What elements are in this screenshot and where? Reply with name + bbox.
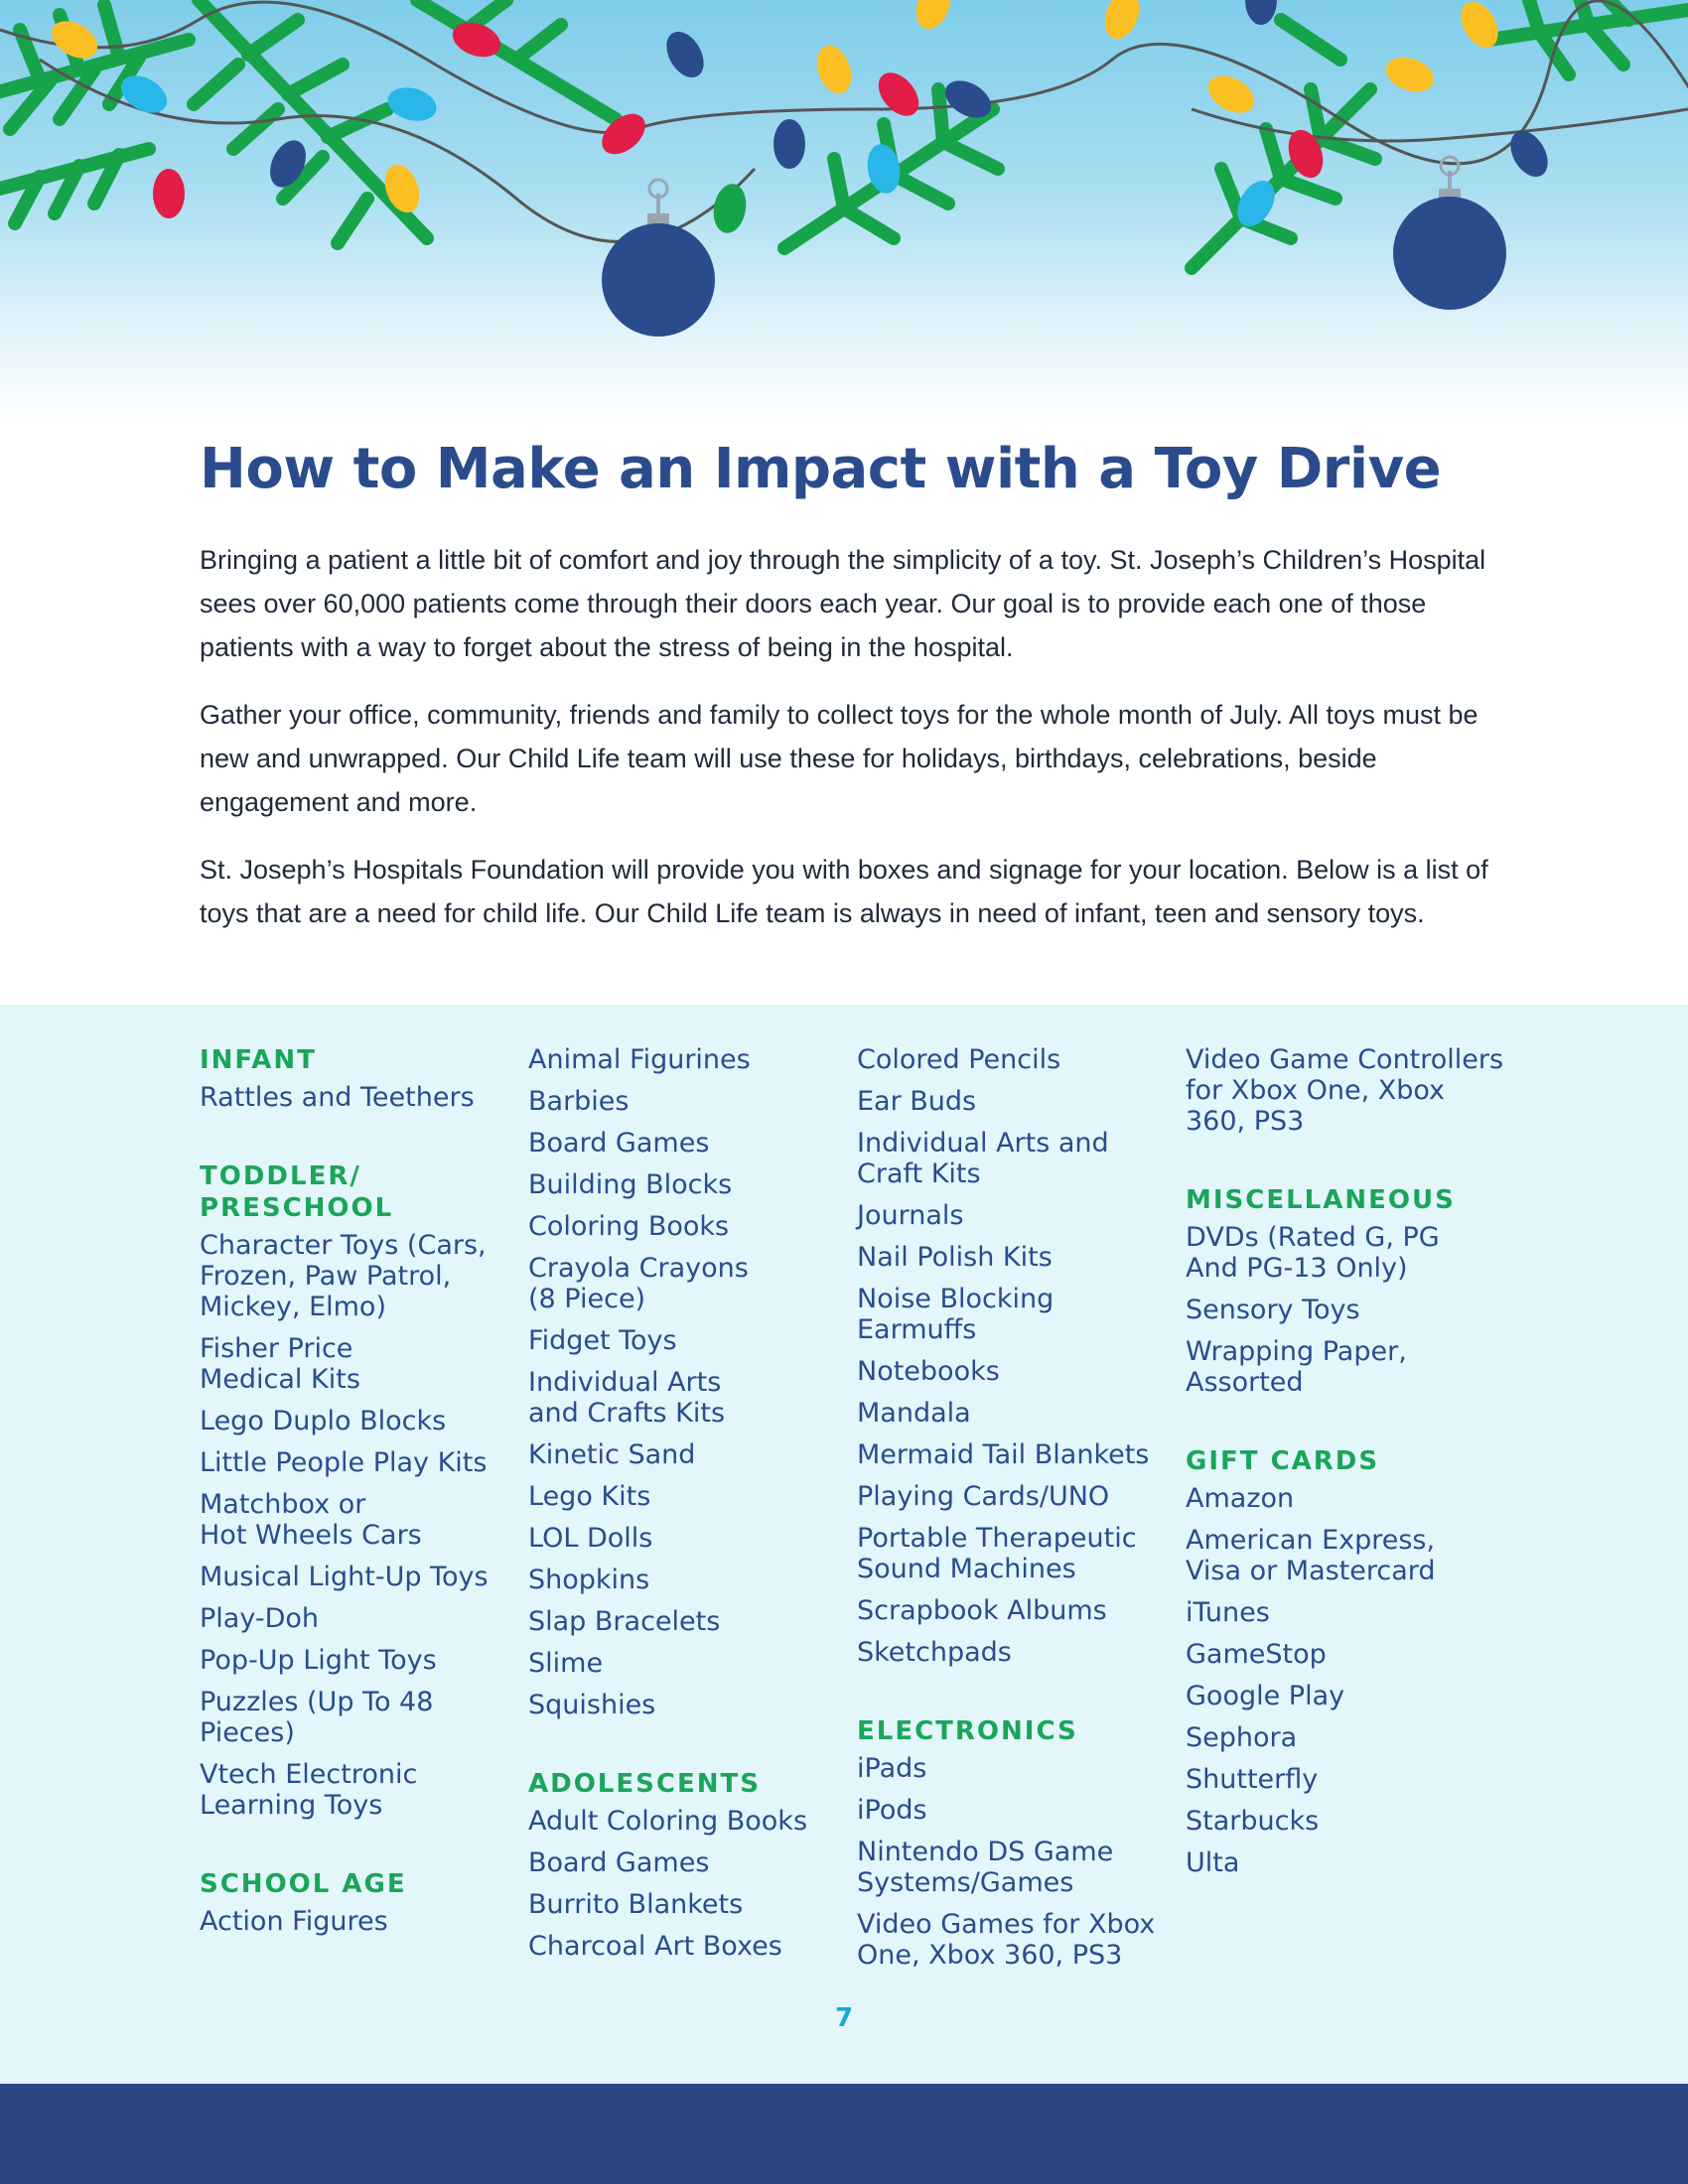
toy-list-item: Nintendo DS Game Systems/Games: [857, 1837, 1114, 1898]
toy-list-item: Amazon: [1186, 1483, 1295, 1514]
intro-paragraph: St. Joseph’s Hospitals Foundation will provide you with boxes and signage for your location. Below is a list of toys that are a need for child life. Our Child Life team is always in need of infant, teen and sensory toys.: [200, 855, 1488, 928]
toy-list-item: Noise Blocking Earmuffs: [857, 1284, 1055, 1345]
toy-list-item: Video Game Controllers for Xbox One, Xbox 360, PS3: [1186, 1044, 1504, 1137]
toy-list-item: Play-Doh: [200, 1603, 319, 1634]
ornaments: [602, 157, 1506, 337]
toy-list-item: Crayola Crayons (8 Piece): [528, 1253, 749, 1314]
toy-list-column: [1186, 1044, 1523, 1889]
toy-list-item: Journals: [857, 1200, 964, 1231]
category-heading: GIFT CARDS: [1186, 1446, 1380, 1476]
toy-list-item: Shutterfly: [1186, 1764, 1319, 1795]
toy-list-item: Fidget Toys: [528, 1325, 677, 1356]
toy-list-item: LOL Dolls: [528, 1523, 653, 1554]
toy-list-item: Mandala: [857, 1398, 971, 1429]
toy-list-item: Coloring Books: [528, 1211, 730, 1242]
toy-list-column: [528, 1044, 846, 1973]
toy-list-item: Vtech Electronic Learning Toys: [200, 1759, 418, 1821]
toy-list-item: Lego Duplo Blocks: [200, 1406, 447, 1436]
toy-list-item: Portable Therapeutic Sound Machines: [857, 1523, 1137, 1584]
toy-list-item: Board Games: [528, 1847, 710, 1878]
toy-list-item: DVDs (Rated G, PG And PG-13 Only): [1186, 1222, 1440, 1284]
toy-list-item: Pop-Up Light Toys: [200, 1645, 437, 1676]
category-heading: MISCELLANEOUS: [1186, 1185, 1456, 1215]
toy-list-item: Individual Arts and Crafts Kits: [528, 1367, 726, 1429]
toy-list-item: Wrapping Paper, Assorted: [1186, 1336, 1407, 1398]
toy-list-column: [200, 1044, 517, 1948]
toy-list-item: iPads: [857, 1753, 927, 1784]
toy-list-item: iTunes: [1186, 1597, 1270, 1628]
toy-list-item: Action Figures: [200, 1906, 388, 1937]
toy-list-item: iPods: [857, 1795, 927, 1826]
category-heading: SCHOOL AGE: [200, 1869, 407, 1899]
toy-list-item: American Express, Visa or Mastercard: [1186, 1525, 1436, 1586]
toy-list-item: Squishies: [528, 1690, 656, 1720]
intro-paragraph: Gather your office, community, friends and family to collect toys for the whole month of July. All toys must be new and unwrapped. Our Child Life team will use these for holidays, birthdays, celebrations, beside engagement and more.: [200, 700, 1478, 817]
toy-list-item: Animal Figurines: [528, 1044, 751, 1075]
toy-list-item: Fisher Price Medical Kits: [200, 1333, 360, 1395]
category-heading: ELECTRONICS: [857, 1716, 1078, 1746]
toy-list-item: Musical Light-Up Toys: [200, 1562, 489, 1592]
toy-list-item: Sensory Toys: [1186, 1295, 1360, 1325]
toy-list-item: Notebooks: [857, 1356, 1000, 1387]
category-heading: ADOLESCENTS: [528, 1769, 761, 1799]
holiday-banner: [0, 0, 1688, 427]
toy-list-item: Little People Play Kits: [200, 1447, 488, 1478]
toy-list-item: Scrapbook Albums: [857, 1595, 1107, 1626]
toy-list-item: Puzzles (Up To 48 Pieces): [200, 1687, 434, 1748]
toy-list-item: Google Play: [1186, 1681, 1345, 1711]
toy-list-item: Lego Kits: [528, 1481, 651, 1512]
toy-list-item: Sephora: [1186, 1722, 1298, 1753]
category-heading: INFANT: [200, 1045, 317, 1075]
toy-list-item: Video Games for Xbox One, Xbox 360, PS3: [857, 1909, 1156, 1971]
toy-list-item: Character Toys (Cars, Frozen, Paw Patrol, Mickey, Elmo): [200, 1230, 487, 1322]
toy-list-item: Starbucks: [1186, 1806, 1320, 1837]
page-title: How to Make an Impact with a Toy Drive: [200, 437, 1442, 501]
toy-list-item: Matchbox or Hot Wheels Cars: [200, 1489, 422, 1551]
toy-list-item: Adult Coloring Books: [528, 1806, 808, 1837]
toy-list-item: Board Games: [528, 1128, 710, 1159]
toy-list-item: Slap Bracelets: [528, 1606, 721, 1637]
toy-list-item: Charcoal Art Boxes: [528, 1931, 782, 1962]
page-number: 7: [834, 2003, 854, 2033]
toy-list-item: Sketchpads: [857, 1637, 1012, 1668]
toy-list-item: Building Blocks: [528, 1169, 733, 1200]
toy-list-item: Rattles and Teethers: [200, 1082, 475, 1113]
footer-bar: [0, 2084, 1688, 2184]
toy-list-item: Nail Polish Kits: [857, 1242, 1053, 1273]
toy-list-item: Shopkins: [528, 1565, 650, 1595]
toy-list-item: Kinetic Sand: [528, 1439, 696, 1470]
holiday-lights-illustration: [0, 0, 1688, 427]
toy-list-item: GameStop: [1186, 1639, 1327, 1670]
toy-list-item: Slime: [528, 1648, 604, 1679]
intro-paragraph: Bringing a patient a little bit of comfort and joy through the simplicity of a toy. St. Joseph’s Children’s Hospital sees over 60,000 patients come through their doors each year. Our goal is to provide each one of those patients with a way to forget about the stress of being in the hospital.: [200, 545, 1486, 662]
toy-list-item: Mermaid Tail Blankets: [857, 1439, 1150, 1470]
category-heading: TODDLER/ PRESCHOOL: [200, 1161, 394, 1223]
toy-list-item: Burrito Blankets: [528, 1889, 744, 1920]
toy-list-item: Colored Pencils: [857, 1044, 1061, 1075]
toy-list-item: Playing Cards/UNO: [857, 1481, 1110, 1512]
toy-list-item: Barbies: [528, 1086, 630, 1117]
toy-list-item: Ear Buds: [857, 1086, 977, 1117]
toy-list-item: Individual Arts and Craft Kits: [857, 1128, 1109, 1189]
intro-text: [200, 538, 1490, 959]
toy-list-item: Ulta: [1186, 1847, 1240, 1878]
toy-list-column: [857, 1044, 1175, 1981]
